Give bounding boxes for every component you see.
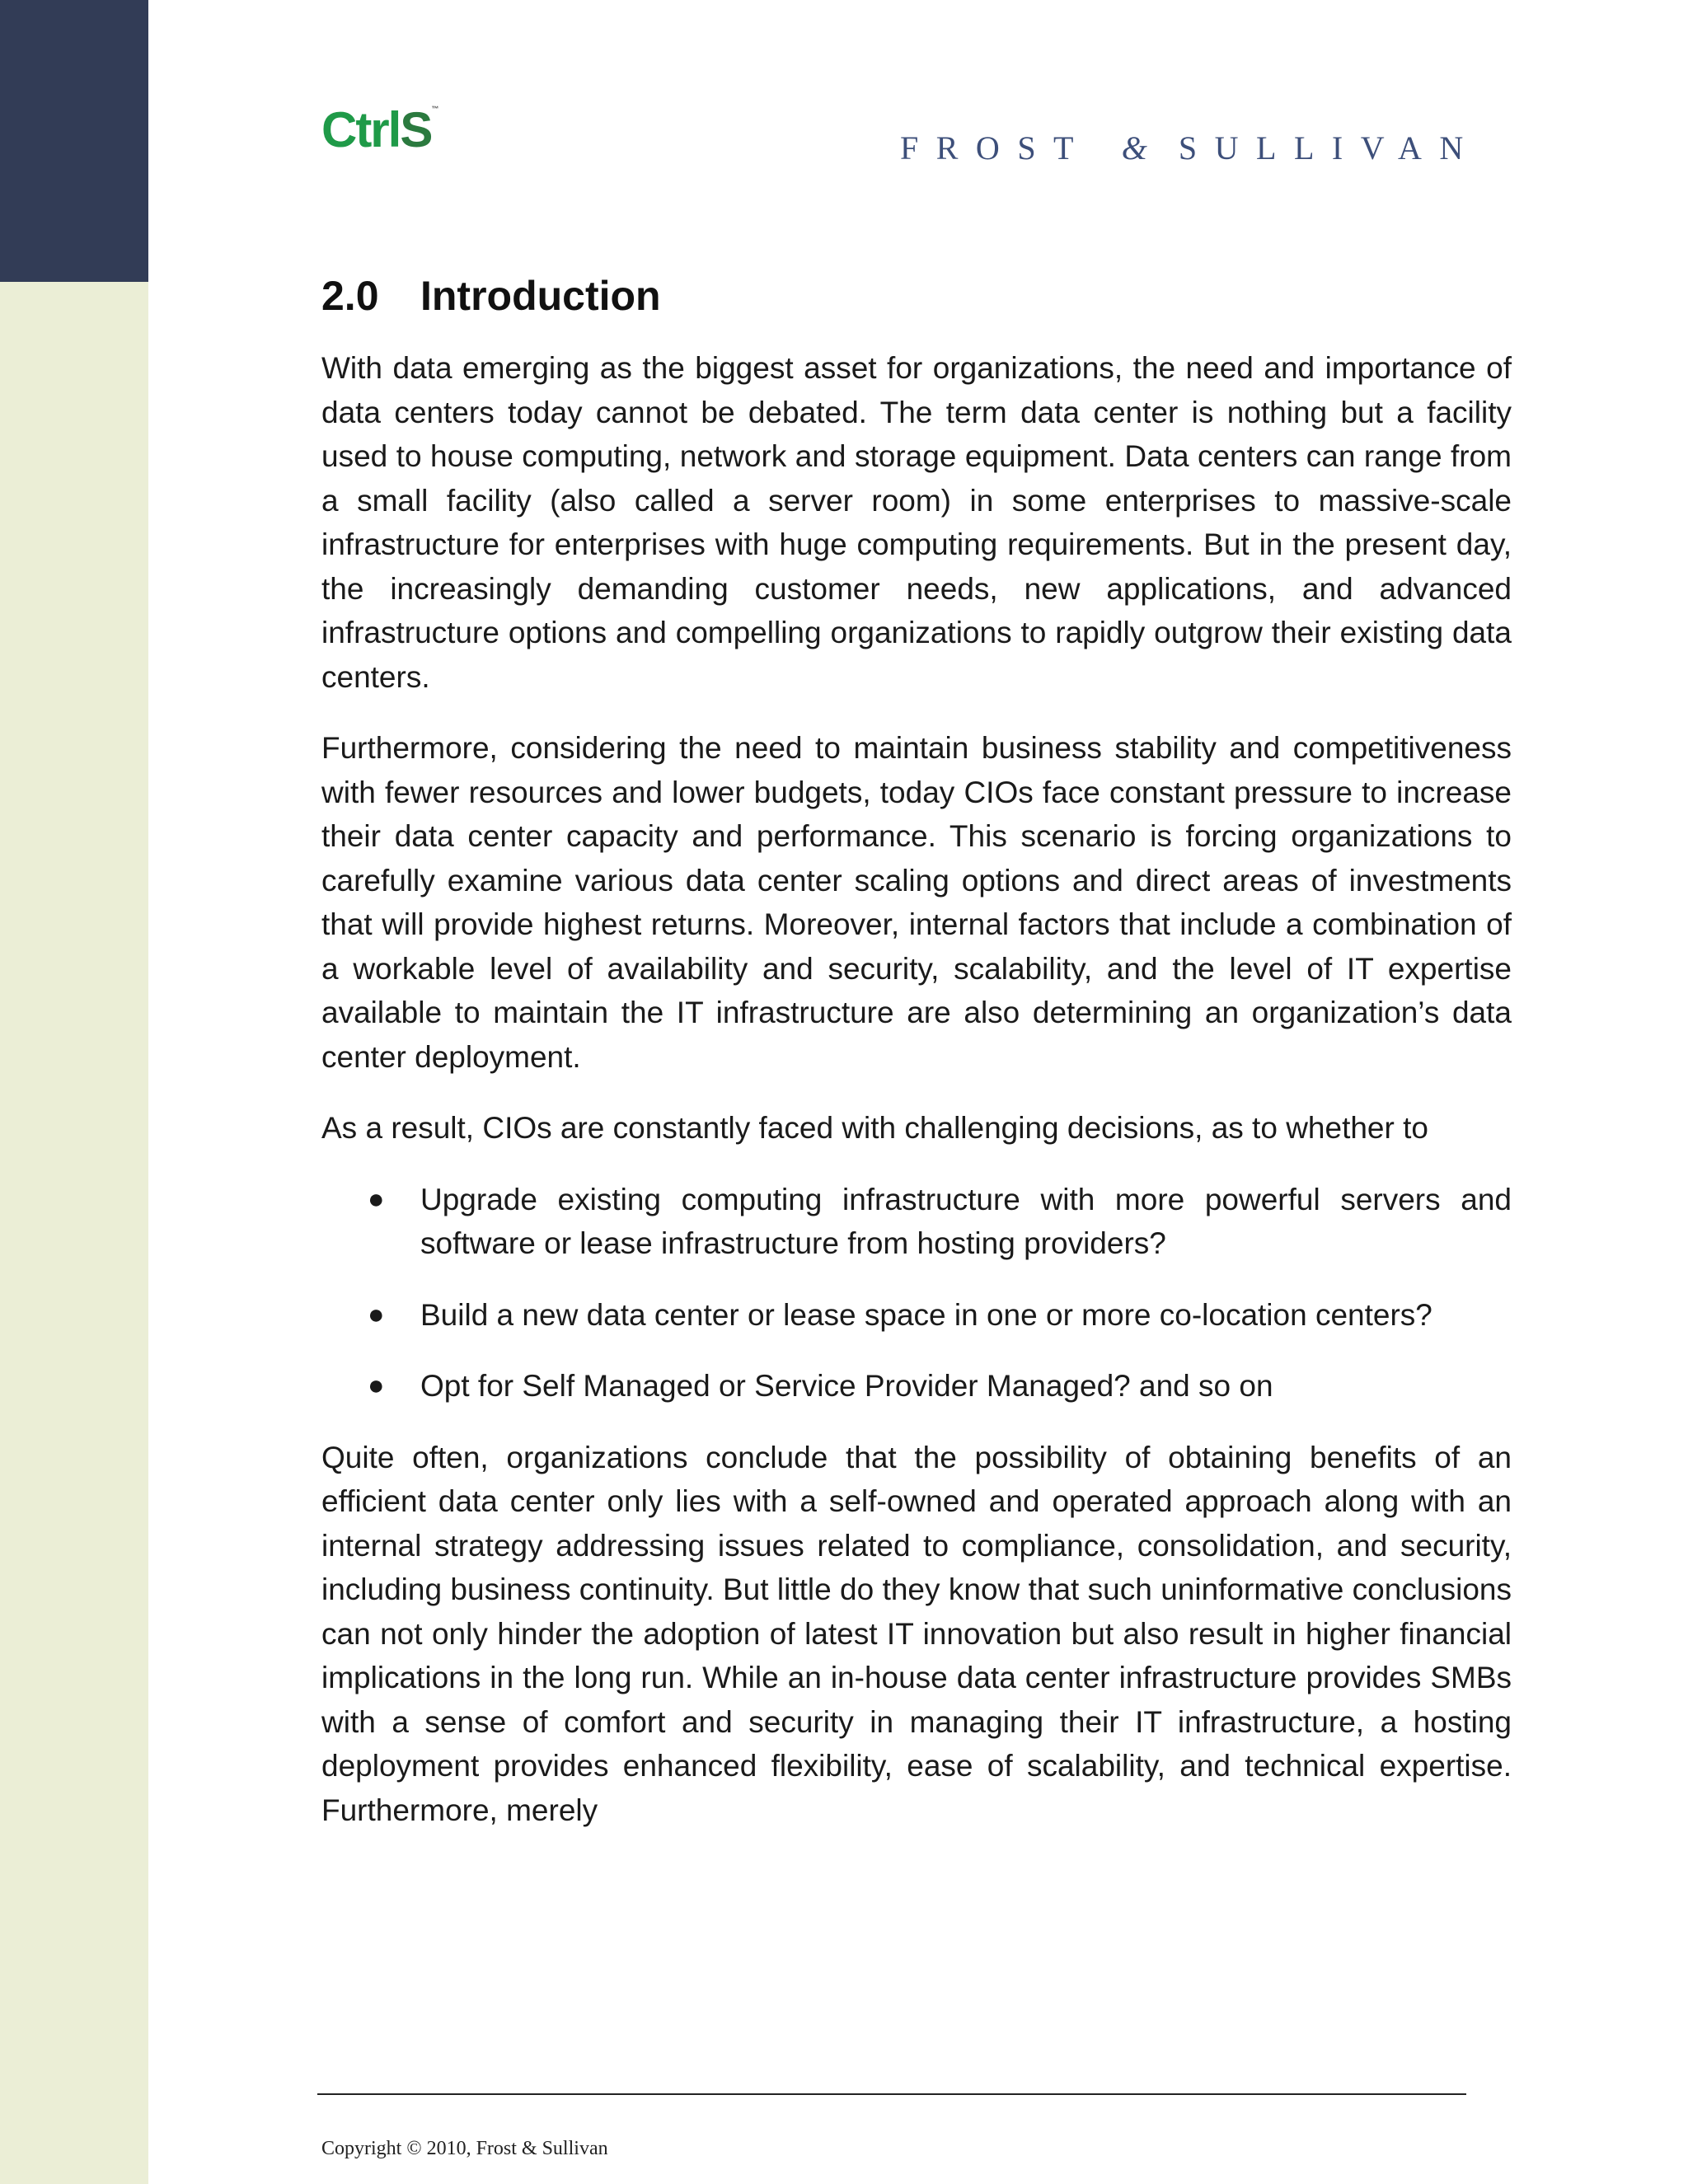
bullet-item [321,1364,1512,1408]
frost-logo-ampersand: & [1121,129,1147,166]
bullet-text: Build a new data center or lease space in one or more co-location centers? [420,1297,1432,1332]
section-title: Introduction [420,273,661,319]
sidebar-dark-block [0,0,148,282]
closing-paragraph: Quite often, organizations conclude that the possibility of obtaining benefits of an efficient data center only lies with a self-owned and operated approach along with an internal strategy addressing issues related to compliance, consolidation, and security, including business continuity. But little do they know that such uninformative conclusions can not only hinder the adoption of latest IT innovation but also result in higher financial implications in the long run. While an in-house data center infrastructure provides SMBs with a sense of comfort and security in managing their IT infrastructure, a hosting deployment provides enhanced flexibility, ease of scalability, and technical expertise. Furthermore, merely [321,1440,1512,1827]
intro-paragraph-2: Furthermore, considering the need to maintain business stability and competitiveness with fewer resources and lower budgets, today CIOs face constant pressure to increase their data center capacity and performance. This scenario is forcing organizations to carefully examine various data center scaling options and direct areas of investments that will provide highest returns. Moreover, internal factors that include a combination of a workable level of availability and security, scalability, and the level of IT expertise available to maintain the IT infrastructure are also determining an organization’s data center deployment. [321,731,1512,1074]
document-body [321,269,1512,1859]
footer-copyright: Copyright © 2010, Frost & Sullivan [321,2138,608,2159]
section-number: 2.0 [321,273,379,319]
intro-paragraph-1: With data emerging as the biggest asset for organizations, the need and importance of data centers today cannot be debated. The term data center is nothing but a facility used to house computing, network and storage equipment. Data centers can range from a small facility (also called a server room) in some enterprises to massive-scale infrastructure for enterprises with huge computing requirements. But in the present day, the increasingly demanding customer needs, new applications, and advanced infrastructure options and compelling organizations to rapidly outgrow their existing data centers. [321,351,1512,694]
bullet-item [321,1293,1512,1338]
frost-sullivan-logo [900,129,1497,166]
frost-logo-left: FROST [900,129,1091,166]
ctrls-logo-trademark: ™ [431,105,439,113]
ctrls-logo [321,102,439,157]
frost-logo-right: SULLIVAN [1178,129,1481,166]
intro-paragraph-3: As a result, CIOs are constantly faced with challenging decisions, as to whether to [321,1111,1428,1145]
decision-bullet-list [321,1178,1512,1408]
bullet-item [321,1178,1512,1266]
bullet-dot-icon: ● [368,1183,385,1215]
section-heading [321,269,1512,323]
bullet-dot-icon: ● [368,1370,385,1401]
footer-divider [317,2093,1466,2095]
bullet-text: Upgrade existing computing infrastructure with more powerful servers and software or lease infrastructure from hosting providers? [420,1182,1512,1260]
page-sidebar-band [0,0,148,2184]
bullet-dot-icon: ● [368,1298,385,1330]
bullet-text: Opt for Self Managed or Service Provider Managed? and so on [420,1369,1273,1403]
ctrls-logo-text: Ctrl [321,102,401,157]
ctrls-logo-s: S [400,102,432,157]
